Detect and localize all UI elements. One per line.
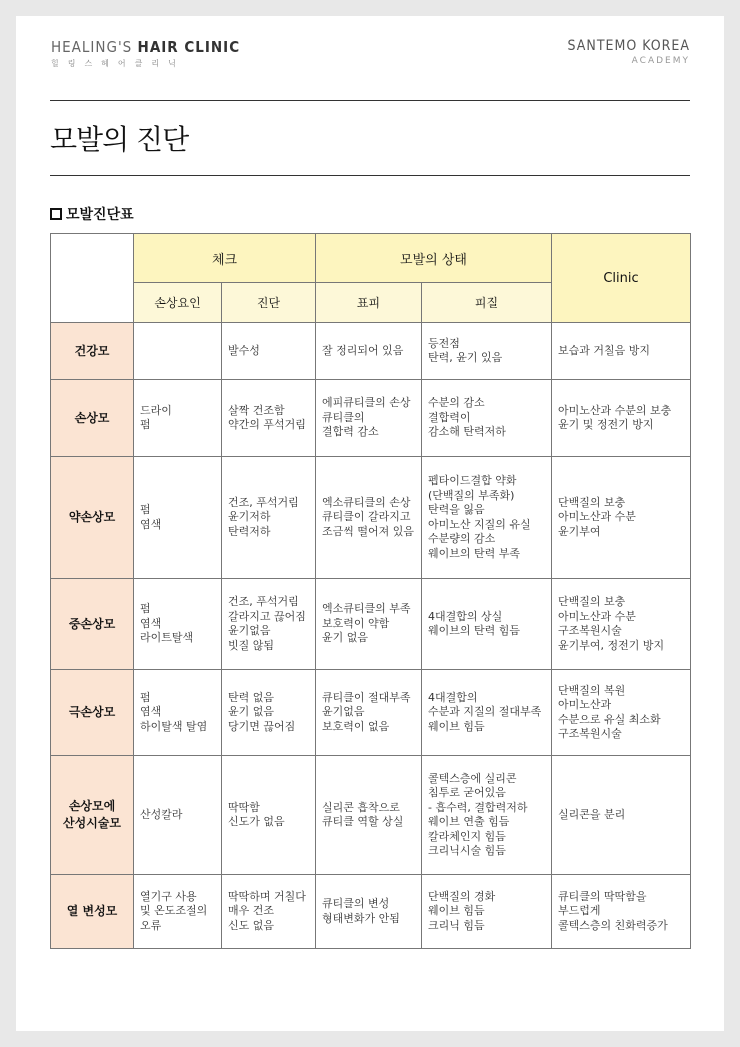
- cell-line: 칼라체인지 힘듬: [428, 829, 506, 843]
- cell-line: 부드럽게: [558, 904, 601, 918]
- cell-line: 윤기 없음: [322, 631, 369, 645]
- cell-diagnosis: [222, 579, 316, 670]
- cell-line: 수분과 지질의 절대부족: [428, 705, 542, 719]
- row-label: [51, 380, 134, 457]
- cell-line: 엑소큐티클의 부족: [322, 602, 411, 616]
- cell-cuticle: [316, 579, 422, 670]
- cell-line: 및 온도조절의: [140, 904, 208, 918]
- cell-cause: [134, 670, 222, 756]
- cell-diagnosis: [222, 457, 316, 579]
- cell-line: 윤기없음: [228, 624, 271, 637]
- brand-title: [51, 38, 240, 56]
- cell-line: 콜텍스층에 실리콘: [428, 771, 517, 785]
- cell-line: 웨이브 힘듬: [428, 904, 485, 918]
- cell-line: 건조, 푸석거림: [228, 595, 299, 608]
- row-label-line: 산성시술모: [63, 816, 121, 830]
- cell-line: 펌: [140, 602, 151, 616]
- cell-line: 아미노산과 수분: [558, 609, 636, 623]
- subheader-cortex: 피질: [422, 283, 552, 323]
- cell-line: 열기구 사용: [140, 889, 197, 903]
- section-title: [50, 204, 134, 224]
- cell-line: 조금씩 떨어져 있음: [322, 524, 415, 538]
- header-hair-state: 모발의 상태: [316, 234, 552, 283]
- cell-line: 4대결합의 상실: [428, 609, 503, 623]
- cell-diagnosis: [222, 756, 316, 875]
- corner-cell: [51, 234, 134, 323]
- cell-line: 큐티클의 변성: [322, 897, 390, 910]
- row-label: [51, 875, 134, 949]
- cell-line: 큐티클의 딱딱함을: [558, 889, 647, 903]
- cell-cause: [134, 756, 222, 875]
- row-label-line: 건강모: [74, 343, 110, 358]
- cell-line: 아미노산과: [558, 698, 612, 711]
- cell-line: 발수성: [228, 343, 260, 357]
- cell-line: 윤기저하: [228, 510, 271, 524]
- row-label: [51, 323, 134, 380]
- cell-line: 건조, 푸석거림: [228, 495, 299, 509]
- cell-line: 크리닉 힘듬: [428, 918, 485, 932]
- row-label-line: 중손상모: [68, 616, 116, 631]
- cell-line: 등전점: [428, 336, 460, 350]
- cell-line: 산성칼라: [140, 807, 183, 821]
- cell-line: 보호력이 없음: [322, 719, 390, 733]
- cell-line: 단백질의 경화: [428, 889, 496, 903]
- diagnosis-table: [50, 233, 691, 949]
- cell-cuticle: [316, 323, 422, 380]
- brand-subtitle: 힐링스헤어클리닉: [51, 59, 185, 68]
- cell-line: (단백질의 부족화): [428, 488, 515, 502]
- cell-cuticle: [316, 756, 422, 875]
- subheader-cuticle: 표피: [316, 283, 422, 323]
- cell-line: 윤기부여: [558, 524, 601, 538]
- cell-clinic: [552, 875, 691, 949]
- cell-line: 염색: [140, 705, 162, 719]
- row-label-line: 손상모: [74, 410, 110, 425]
- cell-line: 크리닉시술 힘듬: [428, 844, 506, 857]
- cell-line: 딱딱함: [228, 800, 260, 814]
- cell-line: 큐티클이 절대부족: [322, 690, 411, 704]
- cell-cause: [134, 323, 222, 380]
- cell-line: 아미노산 지질의 유실: [428, 517, 531, 531]
- row-label-line: 열 변성모: [66, 904, 118, 918]
- cell-line: 염색: [140, 616, 162, 630]
- table-row: [51, 380, 691, 457]
- cell-clinic: [552, 380, 691, 457]
- cell-line: 오류: [140, 918, 162, 932]
- cell-line: 딱딱하며 거칠다: [228, 889, 306, 903]
- cell-line: 윤기 없음: [228, 705, 275, 719]
- cell-line: - 흡수력, 결합력저하: [428, 800, 528, 814]
- title-rule: [50, 175, 690, 176]
- cell-line: 큐티클이 갈라지고: [322, 510, 411, 524]
- cell-line: 약간의 푸석거림: [228, 418, 306, 431]
- cell-line: 갈라지고 끊어짐: [228, 609, 306, 623]
- header-clinic: Clinic: [552, 234, 691, 323]
- cell-line: 탄력, 윤기 있음: [428, 351, 503, 364]
- cell-line: 신도 없음: [228, 918, 275, 932]
- cell-line: 웨이브의 탄력 부족: [428, 546, 521, 560]
- cell-cuticle: [316, 875, 422, 949]
- cell-clinic: [552, 457, 691, 579]
- row-label-line: 약손상모: [68, 510, 116, 524]
- cell-clinic: [552, 756, 691, 875]
- cell-cortex: [422, 380, 552, 457]
- cell-line: 콜텍스층의 친화력증가: [558, 918, 668, 932]
- cell-line: 빗질 않됨: [228, 638, 275, 652]
- cell-line: 수분으로 유실 최소화: [558, 712, 661, 726]
- cell-cortex: [422, 875, 552, 949]
- cell-cause: [134, 579, 222, 670]
- cell-line: 하이탈색 탈염: [140, 719, 208, 733]
- cell-line: 웨이브 힘듬: [428, 719, 485, 733]
- cell-line: 당기면 끊어짐: [228, 719, 296, 733]
- cell-line: 침투로 굳어있음: [428, 786, 506, 799]
- cell-cause: [134, 380, 222, 457]
- cell-cuticle: [316, 380, 422, 457]
- table-row: [51, 670, 691, 756]
- cell-line: 보호력이 약함: [322, 616, 390, 630]
- cell-diagnosis: [222, 670, 316, 756]
- cell-line: 펌: [140, 418, 151, 431]
- cell-line: 매우 건조: [228, 904, 275, 918]
- cell-line: 신도가 없음: [228, 815, 285, 828]
- cell-cuticle: [316, 457, 422, 579]
- cell-line: 아미노산과 수분의 보충: [558, 403, 672, 417]
- cell-cortex: [422, 457, 552, 579]
- cell-line: 큐티클 역할 상실: [322, 815, 404, 828]
- table-row: [51, 579, 691, 670]
- cell-line: 에피큐티클의 손상: [322, 396, 411, 410]
- academy-name: SANTEMO KOREA: [567, 38, 690, 54]
- row-label: [51, 670, 134, 756]
- row-label: [51, 579, 134, 670]
- row-label: [51, 457, 134, 579]
- row-label-line: 극손상모: [68, 705, 116, 719]
- cell-line: 결합력 감소: [322, 425, 379, 439]
- cell-line: 윤기없음: [322, 705, 365, 719]
- cell-line: 웨이브의 탄력 힘듬: [428, 624, 521, 637]
- academy-label: ACADEMY: [631, 56, 690, 66]
- cell-line: 형태변화가 안됨: [322, 911, 400, 925]
- cell-line: 라이트탈색: [140, 631, 194, 645]
- section-title-text: 모발진단표: [66, 207, 134, 223]
- cell-line: 보습과 거칠음 방지: [558, 343, 651, 357]
- cell-line: 감소해 탄력저하: [428, 425, 506, 439]
- row-label-line: 손상모에: [68, 799, 116, 813]
- subheader-cause: 손상요인: [134, 283, 222, 323]
- cell-line: 살짝 건조함: [228, 403, 285, 417]
- cell-line: 수분의 감소: [428, 396, 485, 410]
- cell-line: 단백질의 복원: [558, 683, 626, 697]
- cell-line: 큐티클의: [322, 410, 365, 424]
- brand-logo-right: [568, 38, 690, 67]
- table-body: [51, 323, 691, 949]
- table-row: [51, 875, 691, 949]
- cell-cortex: [422, 756, 552, 875]
- cell-line: 결합력이: [428, 410, 471, 424]
- cell-line: 윤기 및 정전기 방지: [558, 418, 654, 431]
- cell-diagnosis: [222, 875, 316, 949]
- table-row: [51, 457, 691, 579]
- cell-line: 윤기부여, 정전기 방지: [558, 638, 665, 652]
- cell-line: 단백질의 보충: [558, 495, 626, 509]
- cell-cause: [134, 457, 222, 579]
- brand-logo-left: [51, 38, 240, 69]
- cell-line: 수분량의 감소: [428, 532, 496, 545]
- cell-diagnosis: [222, 323, 316, 380]
- cell-line: 실리콘을 분리: [558, 807, 626, 821]
- cell-line: 웨이브 연출 힘듬: [428, 815, 510, 828]
- table-row: [51, 756, 691, 875]
- cell-line: 구조복원시술: [558, 727, 622, 740]
- cell-line: 아미노산과 수분: [558, 510, 636, 524]
- cell-line: 탄력저하: [228, 524, 271, 538]
- row-label: [51, 756, 134, 875]
- cell-cortex: [422, 323, 552, 380]
- cell-cortex: [422, 579, 552, 670]
- subheader-diagnosis: 진단: [222, 283, 316, 323]
- cell-diagnosis: [222, 380, 316, 457]
- cell-line: 엑소큐티클의 손상: [322, 495, 411, 509]
- cell-line: 잘 정리되어 있음: [322, 343, 404, 357]
- square-bullet-icon: [50, 208, 62, 220]
- cell-line: 드라이: [140, 403, 172, 417]
- cell-cortex: [422, 670, 552, 756]
- cell-line: 펌: [140, 503, 151, 516]
- page-title: 모발의 진단: [50, 123, 189, 156]
- cell-cuticle: [316, 670, 422, 756]
- cell-clinic: [552, 670, 691, 756]
- cell-line: 단백질의 보충: [558, 595, 626, 608]
- cell-line: 펩타이드결합 약화: [428, 474, 517, 487]
- header-check: 체크: [134, 234, 316, 283]
- cell-line: 4대결합의: [428, 690, 478, 704]
- header-rule: [50, 100, 690, 101]
- cell-line: 펌: [140, 690, 151, 704]
- cell-line: 실리콘 흡착으로: [322, 800, 400, 814]
- cell-line: 탄력을 잃음: [428, 503, 485, 516]
- cell-clinic: [552, 323, 691, 380]
- brand-title-part2: HAIR CLINIC: [137, 38, 241, 56]
- document-page: [16, 16, 724, 1031]
- cell-cause: [134, 875, 222, 949]
- cell-clinic: [552, 579, 691, 670]
- cell-line: 탄력 없음: [228, 690, 275, 704]
- cell-line: 구조복원시술: [558, 624, 622, 637]
- brand-title-part1: HEALING'S: [51, 38, 133, 56]
- table-row: [51, 323, 691, 380]
- cell-line: 염색: [140, 517, 162, 531]
